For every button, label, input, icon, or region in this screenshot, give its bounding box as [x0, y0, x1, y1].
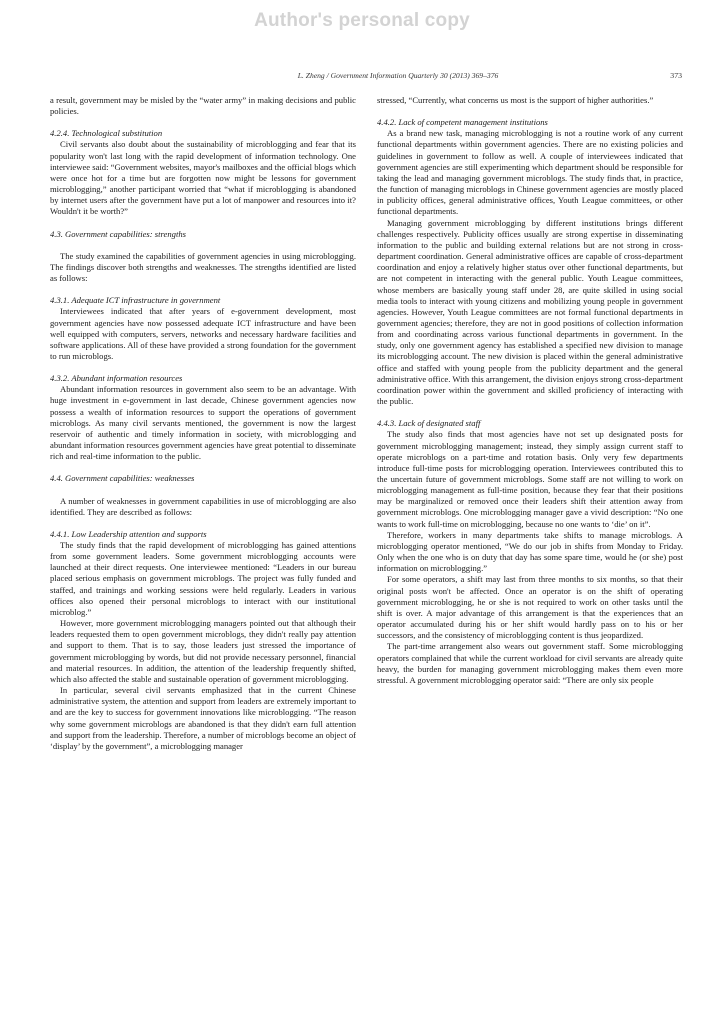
paragraph: The part-time arrangement also wears out government staff. Some microblogging operators complained that while the current workload for civil servants are already quite heavy, the burden for managing government microblogging makes them even more stressful. A government microblogging operator said: “There are only six people — [377, 641, 683, 685]
left-column — [50, 95, 356, 752]
section-heading-4-3: 4.3. Government capabilities: strengths — [50, 228, 186, 239]
paragraph: Civil servants also doubt about the sustainability of microblogging and fear that its popularity won't last long with the rapid development of information technology. One interviewee said: “Government websites, mayor's mailboxes and the official blogs which were once hot for a time but are forgotten now might be lessons for government microblogging,” another participant worried that “what if microblogging is abandoned by internet users after the government have put a lot of manpower and resources into it? Wouldn't it be worth?” — [50, 139, 356, 217]
running-header: L. Zheng / Government Information Quarterly 30 (2013) 369–376 — [297, 71, 499, 80]
section-heading-4-3-2: 4.3.2. Abundant information resources — [50, 373, 183, 384]
section-heading-4-4: 4.4. Government capabilities: weaknesses — [50, 473, 195, 484]
paragraph: A number of weaknesses in government capabilities in use of microblogging are also identified. They are described as follows: — [50, 495, 356, 517]
right-column — [377, 95, 683, 686]
paragraph: However, more government microblogging managers pointed out that although their leaders requested them to open government microblogs, they didn't really pay attention and support to them. That is to say, those leaders just stressed the importance of government microblogging by words, but did not provide necessary personnel, financial and material resources. In addition, the attention of the leadership frequently shifted, which also affected the stable and sustainable operation of government microblogging. — [50, 618, 356, 684]
paragraph: stressed, “Currently, what concerns us most is the support of higher authorities.” — [377, 95, 654, 105]
paragraph: The study also finds that most agencies have not set up designated posts for government microblogging management; instead, they simply assign current staff to operate microblogs on a part-time and rotation basis. Only very few departments introduce full-time posts for microblogging operation. Interviewees contributed this to the uncertain future of government microblogs. Some staff are not willing to work on microblogging management as full-time position, because they fear that their positions may be marginalized or removed once their leaders shift their attention away from government microblogs. One microblogging manager gave a vivid description: “No one wants to work full-time on microblogging, because no one wants to ‘die’ on it”. — [377, 429, 683, 529]
paragraph: Abundant information resources in government also seem to be an advantage. With huge investment in e-government in last decade, Chinese government agencies now possess a wealth of information resources to support the operations of government microblogs. As many civil servants mentioned, the government is now the largest reservoir of authentic and timely information in society, with microblogging and abundant information resources government agencies have great potential to disseminate rich and real-time information to the public. — [50, 384, 356, 462]
paragraph: Interviewees indicated that after years of e-government development, most government agencies have now possessed adequate ICT infrastructure and have been well equipped with computers, servers, networks and necessary hardware facilities and software applications. All of these have provided a strong foundation for the government to run microblogs. — [50, 306, 356, 361]
paragraph: a result, government may be misled by the “water army” in making decisions and public policies. — [50, 95, 356, 117]
section-heading-4-4-2: 4.4.2. Lack of competent management institutions — [377, 117, 548, 128]
paragraph: For some operators, a shift may last from three months to six months, so that their original posts won't be affected. Once an operator is on the shift of operating government microblogging, he or she is not required to work on other tasks until the shift is over. A major advantage of this arrangement is that the experiences that an operator accumulated during his or her shift would hardly pass on to his or her successors, and the consistency of microblogging content is thus jeopardized. — [377, 574, 683, 641]
section-heading-4-3-1: 4.3.1. Adequate ICT infrastructure in government — [50, 295, 221, 306]
paragraph: In particular, several civil servants emphasized that in the current Chinese administrative system, the attention and support from leaders are extremely important to and are the key to success for government innovations like microblogging. “The reason why some government microblogs are abandoned is that they didn't earn full attention and support from the leadership. Therefore, a number of microblogs become an object of ‘display’ by the government”, a microblogging manager — [50, 685, 356, 751]
paragraph: Managing government microblogging by different institutions brings different challenges respectively. Publicity offices usually are strong expertise in disseminating information to the public and building external relations but are not strong in cross-department coordination. General administrative offices are capable of cross-department coordination and enjoy a relatively higher status over other functional departments, but are not competent in interacting with the general public. Youth League committees, whose members are basically young staff under 28, are quite skilled in using social media tools to interact with young citizens and mobilizing young people in government agencies. However, Youth League committees are not formal functional departments in government agencies; therefore, they are not in good positions of collection information from and coordinating across various functional departments in government. In the study, only one government agency has established a specified new division to manage its microblogging account. The new division is placed within the general administrative office and staffed with young people from the publicity department and the general administrative office. With this arrangement, the division enjoys strong cross-department coordination power within the government and skilled proficiency of interacting with the public. — [377, 217, 684, 407]
section-heading-4-4-3: 4.4.3. Lack of designated staff — [377, 418, 481, 429]
page-number: 373 — [670, 71, 682, 80]
section-heading-4-4-1: 4.4.1. Low Leadership attention and supports — [50, 528, 207, 539]
section-heading-4-2-4: 4.2.4. Technological substitution — [50, 128, 163, 139]
paragraph: The study examined the capabilities of government agencies in using microblogging. The findings discover both strengths and weaknesses. The strengths identified are listed as follows: — [50, 250, 356, 284]
paragraph: The study finds that the rapid development of microblogging has gained attentions from some government leaders. Some government microblogging accounts were launched at their direct requests. One interviewee mentioned: “Leaders in our bureau placed serious emphasis on government microblogs. The project was fully funded and staffed, and trainings and working sessions were held regularly. Leaders in various offices also opened their personal microblogs to interact with our institutional microblog.” — [50, 540, 356, 617]
paragraph: As a brand new task, managing microblogging is not a routine work of any current functional departments within government agencies. There are no existing policies and guidelines in government to follow as well. A couple of interviewees indicated that government agencies are still experimenting which department should be responsible for taking the lead and managing government microblogs. The study finds that, in practice, the function of managing microblogs in Chinese government agencies are mostly placed in publicity offices, general administrative offices, Youth League committees, or other functional departments. — [377, 128, 683, 217]
watermark: Author's personal copy — [254, 10, 470, 31]
paragraph: Therefore, workers in many departments take shifts to manage microblogs. A microblogging operator mentioned, “We do our job in shifts from Monday to Friday. Only when the one who is on duty that day has some spare time, would he (or she) post information on microblogging.” — [377, 529, 683, 574]
